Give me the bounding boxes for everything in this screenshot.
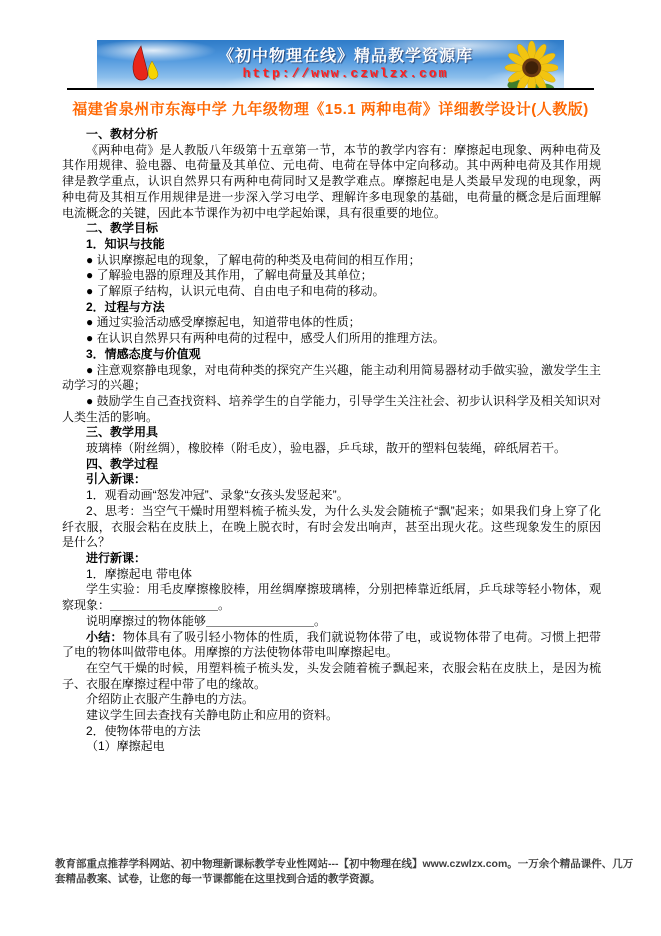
doc-title: 福建省泉州市东海中学 九年级物理《15.1 两种电荷》详细教学设计(人教版): [72, 101, 589, 118]
doc-paragraph: ● 注意观察静电现象，对电荷种类的探究产生兴趣，能主动利用简易器材动手做实验，激发学生主动学习的兴趣；: [62, 362, 601, 393]
doc-paragraph: ● 鼓励学生自己查找资料、培养学生的自学能力，引导学生关注社会、初步认识科学及相关知识对人类生活的影响。: [62, 393, 601, 424]
banner-site-title: 《初中物理在线》精品教学资源库: [217, 48, 473, 65]
doc-paragraph: 介绍防止衣服产生静电的方法。: [86, 692, 255, 707]
doc-paragraph: 2．使物体带电的方法: [86, 723, 201, 738]
doc-paragraph: ● 在认识自然界只有两种电荷的过程中，感受人们所用的推理方法。: [86, 331, 445, 346]
doc-heading: 3．情感态度与价值观: [86, 346, 201, 361]
banner-text-block: [207, 43, 484, 81]
site-banner: [0, 0, 661, 90]
doc-paragraph: 在空气干燥的时候，用塑料梳子梳头发，头发会随着梳子飘起来，衣服会粘在皮肤上，是因为梳子、衣服在摩擦过程中带了电的缘故。: [62, 660, 601, 691]
doc-paragraph: ● 认识摩擦起电的现象，了解电荷的种类及电荷间的相互作用；: [86, 252, 421, 267]
page-footer: 教育部重点推荐学科网站、初中物理新课标教学专业性网站---【初中物理在线】www.czwlzx.com。一万余个精品课件、几万套精品教案、试卷，让您的每一节课都能在这里找到合适的教学资源。: [55, 858, 634, 885]
doc-heading: 引入新课：: [86, 472, 147, 487]
doc-paragraph: 建议学生回去查找有关静电防止和应用的资料。: [86, 708, 339, 723]
doc-heading: 一、教材分析: [86, 127, 159, 141]
doc-heading: 二、教学目标: [86, 221, 159, 236]
doc-paragraph: 《两种电荷》是人教版八年级第十五章第一节，本节的教学内容有：摩擦起电现象、两种电荷及其作用规律、验电器、电荷量及其单位、元电荷、电荷在导体中定向移动。其中两种电荷及其作用规律是教学重点，认识自然界只有两种电荷同时又是教学难点。摩擦起电是人类最早发现的电现象，两种电荷及其相互作用规律是进一步深入学习电学、理解许多电现象的基础，电荷量的概念是后面理解电流概念的关键，因此本节课作为初中电学起始课，具有很重要的地位。: [62, 142, 601, 220]
doc-paragraph: 学生实验：用毛皮摩擦橡胶棒，用丝绸摩擦玻璃棒，分别把棒靠近纸屑，乒乓球等轻小物体，观察现象：＿＿＿＿＿＿＿＿＿。: [62, 582, 601, 613]
banner-image: [97, 40, 564, 88]
divider: [67, 88, 594, 90]
doc-heading: 四、教学过程: [86, 456, 159, 471]
doc-paragraph: 玻璃棒（附丝绸），橡胶棒（附毛皮），验电器，乒乓球，散开的塑料包装绳，碎纸屑若干。: [86, 441, 567, 456]
doc-heading: 2．过程与方法: [86, 299, 165, 314]
doc-heading: 1．知识与技能: [86, 236, 165, 251]
sunflower-icon: [502, 40, 558, 88]
doc-paragraph: （1）摩擦起电: [86, 739, 165, 754]
doc-paragraph: 1．观看动画“怒发冲冠”、录象“女孩头发竖起来”。: [86, 488, 349, 503]
doc-body: [0, 125, 661, 755]
doc-paragraph: 小结：物体具有了吸引轻小物体的性质，我们就说物体带了电，或说物体带了电荷。习惯上把带了电的物体叫做带电体。用摩擦的方法使物体带电叫摩擦起电。: [62, 629, 601, 660]
doc-paragraph: 说明摩擦过的物体能够＿＿＿＿＿＿＿＿＿。: [86, 613, 327, 628]
doc-paragraph: ● 通过实验活动感受摩擦起电，知道带电体的性质；: [86, 315, 361, 330]
doc-paragraph: ● 了解验电器的原理及其作用，了解电荷量及其单位；: [86, 268, 373, 283]
banner-site-url: http://www.czwlzx.com: [242, 66, 449, 81]
doc-heading: 三、教学用具: [86, 425, 159, 440]
doc-paragraph: ● 了解原子结构，认识元电荷、自由电子和电荷的移动。: [86, 284, 385, 299]
doc-paragraph: 1．摩擦起电 带电体: [86, 566, 193, 581]
doc-heading: 进行新课：: [86, 550, 147, 565]
doc-paragraph: 2、思考：当空气干燥时用塑料梳子梳头发，为什么头发会随梳子“飘”起来；如果我们身上穿了化纤衣服，衣服会粘在皮肤上，在晚上脱衣时，有时会发出响声，甚至出现火花。这些现象发生的原因是什么？: [62, 503, 601, 550]
flame-logo-icon: [123, 44, 165, 86]
